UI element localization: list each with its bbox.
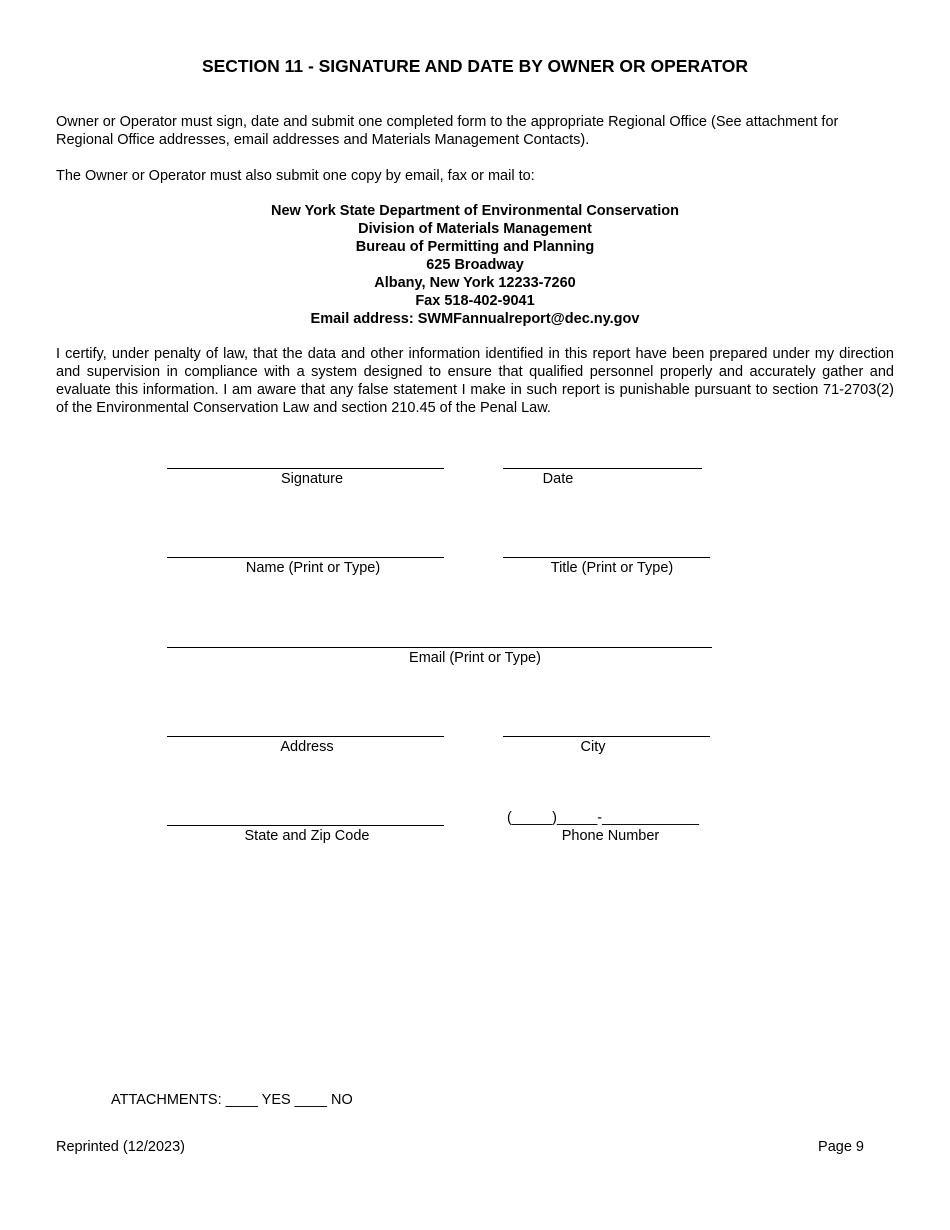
address-line-street: 625 Broadway xyxy=(426,257,524,273)
email-line[interactable] xyxy=(167,647,712,648)
address-label: Address xyxy=(280,739,334,755)
attachments-checkline[interactable]: ATTACHMENTS: ____ YES ____ NO xyxy=(111,1092,353,1108)
certification-paragraph: I certify, under penalty of law, that the data and other information identified in this report have been prepared under my direction and supervision in compliance with a system designed to ensure that qualified personnel properly and accurately gather and evaluate this information. I am aware that any false statement I make in such report is punishable pursuant to section 71-2703(2) of the Environmental Conservation Law and section 210.45 of the Penal Law. xyxy=(56,346,894,416)
address-line-email: Email address: SWMFannualreport@dec.ny.gov xyxy=(310,311,640,327)
page-number: Page 9 xyxy=(818,1139,864,1155)
copy-instruction: The Owner or Operator must also submit one copy by email, fax or mail to: xyxy=(56,168,535,184)
email-label: Email (Print or Type) xyxy=(409,650,541,666)
reprinted-date: Reprinted (12/2023) xyxy=(56,1139,185,1155)
signature-line[interactable] xyxy=(167,468,444,469)
address-line-fax: Fax 518-402-9041 xyxy=(415,293,535,309)
phone-number-field[interactable]: (_____)_____-____________ xyxy=(507,810,699,826)
city-line[interactable] xyxy=(503,736,710,737)
date-label: Date xyxy=(542,471,574,487)
mailing-address xyxy=(0,202,950,328)
city-label: City xyxy=(580,739,606,755)
title-label: Title (Print or Type) xyxy=(550,560,674,576)
signature-label: Signature xyxy=(280,471,344,487)
date-line[interactable] xyxy=(503,468,702,469)
address-line-city: Albany, New York 12233-7260 xyxy=(374,275,576,291)
address-line-agency: New York State Department of Environmental Conservation xyxy=(271,203,679,219)
state-zip-line[interactable] xyxy=(167,825,444,826)
title-line[interactable] xyxy=(503,557,710,558)
intro-paragraph: Owner or Operator must sign, date and submit one completed form to the appropriate Regional Office (See attachment for Regional Office addresses, email addresses and Materials Management Contacts). xyxy=(56,114,839,148)
address-line-division: Division of Materials Management xyxy=(358,221,592,237)
name-label: Name (Print or Type) xyxy=(245,560,381,576)
address-line-bureau: Bureau of Permitting and Planning xyxy=(355,239,595,255)
section-title: SECTION 11 - SIGNATURE AND DATE BY OWNER OR OPERATOR xyxy=(201,56,749,76)
address-line[interactable] xyxy=(167,736,444,737)
phone-number-label: Phone Number xyxy=(561,828,660,844)
name-line[interactable] xyxy=(167,557,444,558)
state-zip-label: State and Zip Code xyxy=(244,828,370,844)
